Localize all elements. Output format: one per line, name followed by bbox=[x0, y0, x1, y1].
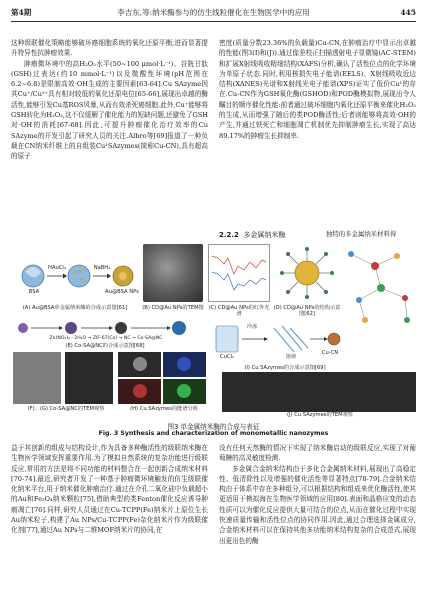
scheme-text: Zn(NO₃)₂ · 2H₂O → ZIF-67(Co) → NC → Co-SA@NC bbox=[49, 336, 163, 341]
header-rule bbox=[11, 21, 416, 22]
right-column-bottom bbox=[219, 443, 416, 601]
page-header bbox=[11, 6, 416, 20]
panel-i-scheme bbox=[212, 318, 342, 362]
section-title: 多金属纳米酶 bbox=[243, 231, 286, 239]
panel-f-micrograph bbox=[13, 352, 61, 404]
panel-e-molecular-graphic bbox=[345, 244, 417, 326]
panel-c-caption: (C) CD@Au NPs的红外光谱 bbox=[208, 305, 270, 317]
paragraph: 多金属合金纳米结构由于多化合金属纳米材料,展现出了高稳定性、低清除性以及增强的催化活性等显著特点[78-79].合金纳米结构由于体系中存在多种组分,可以根据结构和组成来优化酶活性,使其更适用于模拟海在生物医学领域的应用[80].表面和晶格应变的动态性质可以为催化反应提供大量可结合的位点,从而在催化过程中实现快速质量传输和活性位点的协同作用.因此,通过合理选择金属成分,合金纳米材料可以在保持其他多功能纳米结构复杂的合成范式,展现出更出色的酶 bbox=[219, 464, 416, 545]
product-label: Au@BSA NPs bbox=[105, 289, 139, 295]
panel-d-structure bbox=[274, 244, 340, 302]
page-number: 445 bbox=[400, 8, 416, 17]
scheme-label: Cu-CN bbox=[321, 350, 339, 356]
panel-h-eds-grid bbox=[118, 352, 206, 404]
structure-graphic bbox=[274, 244, 340, 302]
reagent-label: NaBH₄ bbox=[93, 265, 111, 271]
scheme-label: CuCl₂ bbox=[219, 354, 235, 360]
molecular-network-graphic bbox=[345, 244, 417, 326]
paragraph: 益于其创新的组成与结构设计,作为具备多种酶活性的级联纳米酶在生物医学领域发挥重要作用.为了模拟自然系统的复杂功能进行级联反应,常用的方法是将不同功能的材料整合在一起创新合成纳米材料[70-74].最近,研究者开发了一种基于肿瘤微环境触发的仿生级联催化纳米平台,用于纳米催化肿瘤治疗.通过在介孔二氧化硅中负载超小的Au和Fe₃O₄纳米颗粒[75],借助典型的类Fenton催化反应诱导肿瘤凋亡[76].同样,研究人员通过在Cu-TCPP(Fe)纳米片上原位生长Au纳米粒子,构建了Au NPs/Cu-TCPP(Fe)杂化纳米片作为级联催化剂[77],通过Au NPs与二维MOF纳米片的协同,在 bbox=[11, 444, 208, 535]
panel-h-caption: (H) Cu SAzymes的能谱分析 bbox=[130, 406, 198, 412]
left-column-bottom bbox=[11, 443, 208, 601]
section-number: 2.2.2 bbox=[219, 231, 239, 239]
panel-b-tem-image bbox=[143, 244, 203, 302]
paragraph: 这种级联催化策略能够破坏癌细胞系统的氧化还原平衡,进而显著提升特异性抗肿瘤效果. bbox=[11, 39, 208, 58]
panel-c-spectrum bbox=[208, 244, 270, 302]
panel-d-caption: (D) CD@Au NPs的结构示意图[62] bbox=[273, 305, 341, 317]
section-heading-tail: 独特的多金属纳米材料得 bbox=[326, 230, 397, 238]
panel-e-caption: (E) Co-SA@NC的合成示意图[68] bbox=[65, 343, 145, 349]
bsa-label: BSA bbox=[28, 289, 40, 295]
panel-g-micrograph bbox=[65, 352, 113, 404]
panel-a-scheme bbox=[11, 241, 139, 303]
paragraph: 密度(质量分数23.36%的负载量)Cu-CN,在肿瘤治疗中显示出卓越的性能(图3(I)和(J)).通过像差校正扫描透射电子显微镜(AC-STEM)和扩展X射线吸收精细结构(XAFS)分析,确认了活性位点的化学环境为单原子状态.同时,利用核损失电子能谱(EELS)、X射线吸收近边结构(XANES)光谱和X射线光电子能谱(XPS)证实了低价Cu¹的存在.Cu-CN作为GSH氧化酶(GSHOD)和POD酶模拟物,展现出令人瞩目的顺序催化性能:前者通过破坏细胞内氧化还原平衡来催化H₂O₂的生成,从而增强了随后的类POD酶活性;后者则能够将高效·OH的产生,并通过铁死亡和细胞凋亡机制优先抑制肿瘤生长,实现了高达89.17%的肿瘤生长抑制率. bbox=[219, 39, 416, 140]
left-column-top bbox=[11, 38, 208, 242]
scheme-label: 冷冻 bbox=[246, 324, 258, 330]
panel-i-caption: (I) Cu SAzymes的合成示意图[69] bbox=[244, 365, 326, 371]
panel-j-micrograph bbox=[222, 372, 416, 412]
ir-spectrum-graphic bbox=[208, 244, 270, 302]
issue-number: 第4期 bbox=[11, 8, 32, 17]
panel-e-scheme bbox=[11, 316, 201, 342]
panel-j-caption: (J) Cu SAzymes的TEM观察 bbox=[287, 412, 353, 418]
paragraph: 没有任何天然酶的情况下实现了纳米酶启动的级联反应,实现了对葡萄糖的高灵敏度检测. bbox=[219, 444, 416, 463]
paragraph: 肿瘤微环境中的高H₂O₂水平(50~100 μmol·L⁻¹)、谷胱甘肽(GSH)过表达(约10 mmol·L⁻¹)以及微酸性环境(pH范围在6.2~6.8)是限制高效·OH生成的主要因素[63-64].Cu SAzyme因其Cu⁺/Cu²⁺具有相对较低的氧化还原电位[65-66],展现出卓越的酶活性,能够引发Cu基ROS风暴,从而有效杀死癌细胞.此外,Cu⁺能够将GSH转化为H₂O₂,这不仅缓解了催化能力的短缺问题,还避免了GSH对·OH的消耗[67-68].因此,可提升肿瘤催化治疗效率的Cu SAzyme的开发引起了研究人员的关注.Albro等[69]报道了一种负载在CN纳米纤维上的自组装Cu¹SAzymes(简称Cu-CN),具有超高的原子 bbox=[11, 59, 208, 161]
panel-fg-caption: (F)、(G) Co-SA@NC的TEM观察 bbox=[27, 406, 105, 412]
right-column-top bbox=[219, 38, 416, 210]
running-title: 李吉东,等:纳米酶参与的仿生线粒催化在生物医学中的应用 bbox=[117, 8, 310, 17]
scheme-label: 溶液 bbox=[285, 354, 297, 360]
eds-maps-graphic bbox=[118, 352, 206, 404]
figure-title-cn: 图3 单金属纳米酶的合成与表征 bbox=[167, 423, 260, 431]
panel-a-caption: (A) Au@BSA单金属纳米酶的合成示意图[61] bbox=[22, 305, 128, 311]
panel-b-caption: (B) CD@Au NPs的TEM图 bbox=[142, 305, 204, 311]
figure-title-en: Fig. 3 Synthesis and characterization of monometallic nanozymes bbox=[98, 430, 329, 437]
reagent-label: HAuCl₄ bbox=[48, 265, 66, 271]
